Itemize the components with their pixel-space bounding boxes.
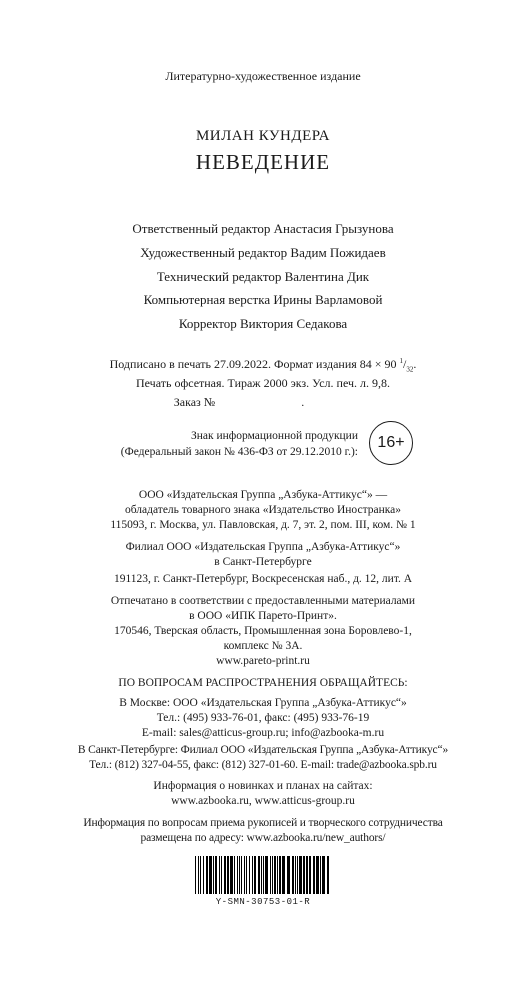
barcode-bar: [287, 856, 290, 894]
printer-line: 170546, Тверская область, Промышленная зона Боровлево-1,: [114, 625, 412, 637]
publisher-line: 115093, г. Москва, ул. Павловская, д. 7, эт. 2, пом. III, ком. № 1: [110, 519, 416, 531]
barcode-bar: [249, 856, 250, 894]
spb-line: В Санкт-Петербурге: Филиал ООО «Издательская Группа „Азбука-Аттикус“»: [77, 744, 449, 756]
barcode-bar: [279, 856, 281, 894]
credit-line: Технический редактор Валентина Дик: [156, 269, 370, 284]
barcode-bar: [213, 856, 214, 894]
barcode-bar: [306, 856, 308, 894]
barcode-bar: [241, 856, 242, 894]
print-format-text: Подписано в печать 27.09.2022. Формат издания 84 × 90: [109, 357, 400, 371]
barcode-bar: [277, 856, 278, 894]
barcode-bar: [203, 856, 204, 894]
barcode-bar: [303, 856, 305, 894]
barcode-code: Y-SMN-30753-01-R: [215, 897, 311, 907]
format-end: .: [413, 357, 417, 371]
manuscripts-line: Информация по вопросам приема рукописей и творческого сотрудничества: [83, 817, 443, 829]
barcode-bar: [234, 856, 235, 894]
book-title: НЕВЕДЕНИЕ: [195, 150, 331, 174]
credit-line: Компьютерная верстка Ирины Варламовой: [143, 292, 383, 307]
order-label: Заказ №: [173, 395, 216, 409]
order-end: .: [301, 395, 305, 409]
barcode-bar: [263, 856, 264, 894]
barcode-bar: [239, 856, 240, 894]
barcode-bar: [261, 856, 262, 894]
barcode-bar: [270, 856, 271, 894]
print-format-line: Подписано в печать 27.09.2022. Формат издания 84 × 90 $^1/_{32}$.: [109, 357, 417, 374]
branch-line: Филиал ООО «Издательская Группа „Азбука-Аттикус“»: [125, 541, 401, 553]
moscow-line: E-mail: sales@atticus-group.ru; info@azbooka-m.ru: [141, 727, 385, 739]
barcode-bar: [316, 856, 319, 894]
order-line: [0, 395, 526, 410]
credit-line: Корректор Виктория Седакова: [178, 316, 348, 331]
websites-line: Информация о новинках и планах на сайтах:: [153, 780, 373, 792]
branch-line: 191123, г. Санкт-Петербург, Воскресенская наб., д. 12, лит. А: [113, 573, 413, 585]
barcode-bar: [230, 856, 233, 894]
printer-line: в ООО «ИПК Парето-Принт».: [189, 610, 337, 622]
format-numerator: 1: [399, 357, 404, 365]
barcode-bar: [297, 856, 298, 894]
barcode-bar: [200, 856, 201, 894]
barcode-bar: [244, 856, 245, 894]
author-name: МИЛАН КУНДЕРА: [195, 128, 331, 144]
barcode-bar: [320, 856, 321, 894]
manuscripts-line: размещена по адресу: www.azbooka.ru/new_authors/: [140, 832, 386, 844]
barcode-bar: [292, 856, 294, 894]
barcode-bar: [272, 856, 273, 894]
credit-line: Ответственный редактор Анастасия Грызунова: [132, 221, 394, 236]
barcode-bar: [299, 856, 302, 894]
format-denominator: 32: [406, 365, 414, 374]
barcode-bar: [274, 856, 276, 894]
barcode-bar: [224, 856, 226, 894]
barcode-bar: [198, 856, 199, 894]
barcode-bar: [227, 856, 229, 894]
print-run-line: Печать офсетная. Тираж 2000 экз. Усл. печ. л. 9,8.: [135, 376, 391, 390]
barcode-bar: [215, 856, 217, 894]
info-sign-law: (Федеральный закон № 436-ФЗ от 29.12.2010 г.):: [120, 446, 358, 458]
websites-line: www.azbooka.ru, www.atticus-group.ru: [171, 795, 355, 807]
barcode-bar: [237, 856, 238, 894]
printer-website: www.pareto-print.ru: [216, 655, 310, 667]
branch-line: в Санкт-Петербурге: [214, 556, 312, 568]
barcode-bar: [295, 856, 296, 894]
barcode-bar: [252, 856, 253, 894]
barcode-bar: [265, 856, 268, 894]
barcode: [194, 856, 332, 894]
barcode-bar: [254, 856, 256, 894]
printer-line: комплекс № 3А.: [223, 640, 303, 652]
barcode-bar: [282, 856, 285, 894]
spb-line: Тел.: (812) 327-04-55, факс: (812) 327-01-60. E-mail: trade@azbooka.spb.ru: [89, 759, 437, 771]
barcode-bar: [246, 856, 247, 894]
barcode-bar: [313, 856, 315, 894]
credit-line: Художественный редактор Вадим Пожидаев: [140, 245, 386, 260]
barcode-bar: [258, 856, 260, 894]
publisher-line: обладатель товарного знака «Издательство Иностранка»: [124, 504, 402, 516]
moscow-line: Тел.: (495) 933-76-01, факс: (495) 933-76-19: [156, 712, 370, 724]
distribution-heading: ПО ВОПРОСАМ РАСПРОСТРАНЕНИЯ ОБРАЩАЙТЕСЬ:: [118, 677, 408, 689]
printer-line: Отпечатано в соответствии с предоставленными материалами: [110, 595, 416, 607]
barcode-bar: [195, 856, 196, 894]
barcode-bar: [327, 856, 329, 894]
barcode-bar: [219, 856, 220, 894]
edition-type: Литературно-художественное издание: [165, 69, 361, 83]
info-sign-line: Знак информационной продукции: [191, 430, 358, 442]
barcode-bar: [206, 856, 208, 894]
barcode-bar: [221, 856, 222, 894]
moscow-line: В Москве: ООО «Издательская Группа „Азбука-Аттикус“»: [119, 697, 407, 709]
barcode-bar: [309, 856, 311, 894]
barcode-bar: [209, 856, 212, 894]
barcode-bar: [322, 856, 325, 894]
publisher-line: ООО «Издательская Группа „Азбука-Аттикус“» —: [138, 489, 388, 501]
age-rating-badge: 16+: [369, 421, 413, 465]
